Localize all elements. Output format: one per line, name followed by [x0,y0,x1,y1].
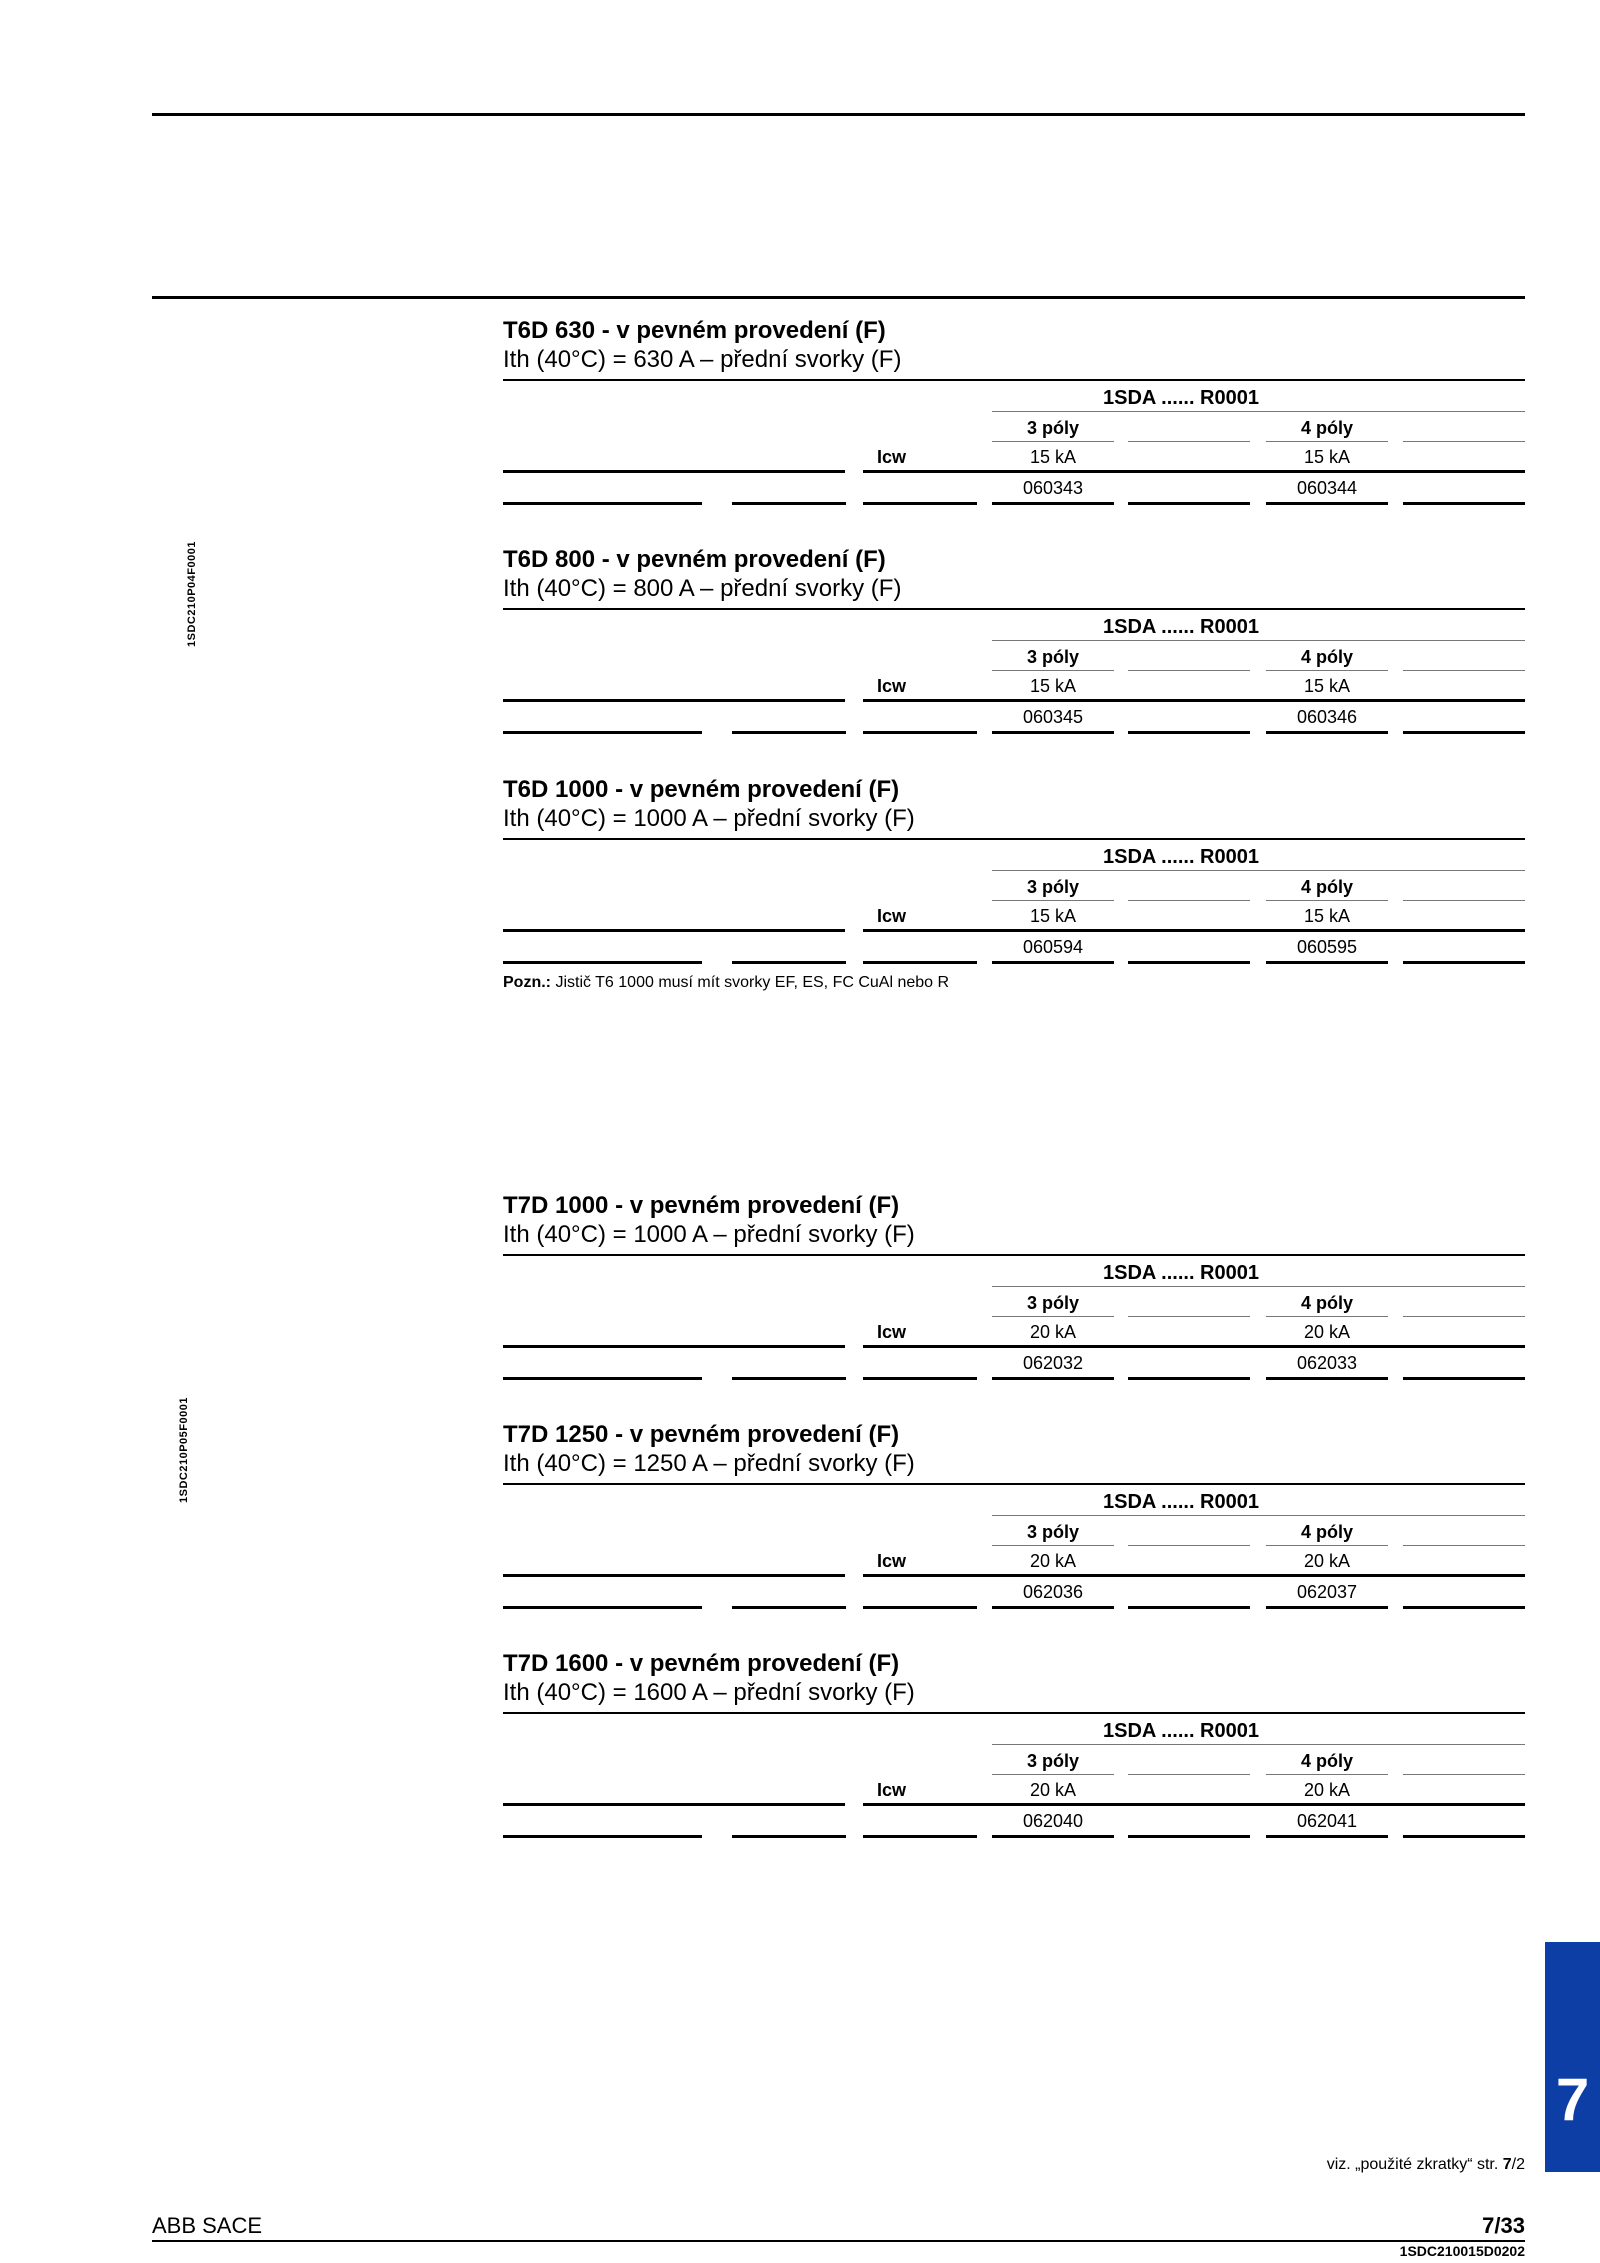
note-text: Jistič T6 1000 musí mít svorky EF, ES, FC CuAl nebo R [551,974,950,991]
icw-label: Icw [877,906,907,926]
product-title: T7D 1250 - v pevném provedení (F) [503,1421,900,1448]
order-code-3p: 060343 [1022,478,1084,498]
divider [1266,900,1388,901]
bottom-rule [863,1606,977,1609]
order-code-4p: 060595 [1296,937,1358,957]
divider [1266,1545,1388,1546]
abbreviation-reference [1327,2156,1525,2174]
order-code-4p: 060344 [1296,478,1358,498]
bottom-rule [1128,1377,1250,1380]
divider [992,900,1114,901]
product-subtitle: Ith (40°C) = 1000 A – přední svorky (F) [503,805,915,832]
bottom-rule [732,1377,846,1380]
icw-label: Icw [877,1780,907,1800]
bottom-rule [1266,1606,1388,1609]
icw-value-3p: 15 kA [1029,906,1077,926]
divider [1403,1545,1525,1546]
bottom-rule [1128,1606,1250,1609]
icw-value-4p: 15 kA [1303,676,1351,696]
divider [1128,900,1250,901]
bottom-rule [503,961,702,964]
row-rule [503,929,845,932]
divider [1266,670,1388,671]
row-rule [503,470,845,473]
poles-4-label: 4 póly [1300,647,1353,667]
reference-page: 7 [1502,2156,1512,2173]
bottom-rule [503,731,702,734]
bottom-rule [1266,731,1388,734]
code-prefix: 1SDA ...... R0001 [1103,1720,1259,1742]
bottom-rule [1403,1377,1525,1380]
divider [1128,1774,1250,1775]
row-rule [503,1345,845,1348]
bottom-rule [1403,961,1525,964]
icw-value-4p: 20 kA [1303,1322,1351,1342]
row-rule [863,470,1525,473]
bottom-rule [1128,961,1250,964]
bottom-rule [863,1377,977,1380]
poles-3-label: 3 póly [1026,1293,1079,1313]
header-rule [503,1712,1525,1714]
product-title: T6D 800 - v pevném provedení (F) [503,546,886,573]
row-rule [863,1574,1525,1577]
bottom-rule [732,961,846,964]
row-rule [863,1345,1525,1348]
divider [1128,1316,1250,1317]
product-subtitle: Ith (40°C) = 1250 A – přední svorky (F) [503,1450,915,1477]
bottom-rule [503,1606,702,1609]
divider [992,640,1525,641]
order-code-3p: 062040 [1022,1811,1084,1831]
divider [992,1286,1525,1287]
poles-3-label: 3 póly [1026,1751,1079,1771]
order-code-3p: 060594 [1022,937,1084,957]
row-rule [863,699,1525,702]
product-subtitle: Ith (40°C) = 630 A – přední svorky (F) [503,346,902,373]
icw-value-3p: 20 kA [1029,1322,1077,1342]
product-title: T7D 1600 - v pevném provedení (F) [503,1650,900,1677]
icw-label: Icw [877,1322,907,1342]
divider [1266,1316,1388,1317]
document-code: 1SDC210015D0202 [1399,2243,1525,2259]
bottom-rule [1403,502,1525,505]
row-rule [503,1574,845,1577]
icw-value-3p: 20 kA [1029,1551,1077,1571]
bottom-rule [503,1835,702,1838]
bottom-rule [1266,961,1388,964]
header-rule [503,1483,1525,1485]
bottom-rule [732,1835,846,1838]
code-prefix: 1SDA ...... R0001 [1103,1262,1259,1284]
header-rule [503,1254,1525,1256]
section-rule [152,296,1525,299]
poles-3-label: 3 póly [1026,1522,1079,1542]
product-title: T7D 1000 - v pevném provedení (F) [503,1192,900,1219]
code-prefix: 1SDA ...... R0001 [1103,616,1259,638]
product-title: T6D 630 - v pevném provedení (F) [503,317,886,344]
reference-suffix: /2 [1511,2156,1525,2173]
divider [1403,670,1525,671]
divider [992,1545,1114,1546]
bottom-rule [863,1835,977,1838]
poles-4-label: 4 póly [1300,1522,1353,1542]
divider [992,411,1525,412]
note [503,974,949,992]
company-name: ABB SACE [152,2213,263,2238]
row-rule [503,1803,845,1806]
product-subtitle: Ith (40°C) = 800 A – přední svorky (F) [503,575,902,602]
icw-label: Icw [877,676,907,696]
icw-value-4p: 20 kA [1303,1780,1351,1800]
product-table-5 [503,1421,1525,1602]
note-label: Pozn.: [503,974,551,991]
code-prefix: 1SDA ...... R0001 [1103,846,1259,868]
side-label-figure-1: 1SDC210P04F0001 [186,541,198,647]
bottom-rule [1266,502,1388,505]
poles-4-label: 4 póly [1300,1751,1353,1771]
bottom-rule [1266,1835,1388,1838]
bottom-rule [732,1606,846,1609]
order-code-3p: 062036 [1022,1582,1084,1602]
product-subtitle: Ith (40°C) = 1000 A – přední svorky (F) [503,1221,915,1248]
row-rule [863,1803,1525,1806]
divider [992,1515,1525,1516]
icw-label: Icw [877,447,907,467]
product-table-6 [503,1650,1525,1831]
row-rule [503,699,845,702]
code-prefix: 1SDA ...... R0001 [1103,387,1259,409]
page-number: 7/33 [1482,2213,1525,2238]
product-table-2 [503,546,1525,727]
bottom-rule [863,502,977,505]
product-table-3 [503,776,1525,957]
bottom-rule [503,1377,702,1380]
divider [1266,441,1388,442]
bottom-rule [1266,1377,1388,1380]
icw-value-3p: 15 kA [1029,447,1077,467]
order-code-4p: 062033 [1296,1353,1358,1373]
poles-4-label: 4 póly [1300,1293,1353,1313]
top-rule [152,113,1525,116]
chapter-tab [1545,1942,1600,2172]
row-rule [863,929,1525,932]
product-subtitle: Ith (40°C) = 1600 A – přední svorky (F) [503,1679,915,1706]
order-code-3p: 062032 [1022,1353,1084,1373]
order-code-4p: 062041 [1296,1811,1358,1831]
bottom-rule [1128,1835,1250,1838]
divider [1128,670,1250,671]
bottom-rule [863,961,977,964]
bottom-rule [992,1377,1114,1380]
footer-rule [152,2240,1525,2242]
poles-4-label: 4 póly [1300,877,1353,897]
bottom-rule [1403,1835,1525,1838]
divider [1128,441,1250,442]
header-rule [503,608,1525,610]
order-code-3p: 060345 [1022,707,1084,727]
product-table-4 [503,1192,1525,1373]
order-code-4p: 060346 [1296,707,1358,727]
bottom-rule [1128,731,1250,734]
bottom-rule [992,961,1114,964]
icw-value-4p: 20 kA [1303,1551,1351,1571]
divider [992,1316,1114,1317]
bottom-rule [992,1835,1114,1838]
bottom-rule [992,502,1114,505]
icw-value-3p: 15 kA [1029,676,1077,696]
header-rule [503,838,1525,840]
divider [1403,1774,1525,1775]
header-rule [503,379,1525,381]
side-label-figure-2: 1SDC210P05F0001 [178,1397,190,1503]
bottom-rule [863,731,977,734]
divider [992,1774,1114,1775]
icw-label: Icw [877,1551,907,1571]
bottom-rule [732,731,846,734]
poles-3-label: 3 póly [1026,647,1079,667]
divider [1403,900,1525,901]
icw-value-4p: 15 kA [1303,906,1351,926]
bottom-rule [732,502,846,505]
divider [992,441,1114,442]
product-table-1 [503,317,1525,498]
poles-3-label: 3 póly [1026,418,1079,438]
reference-text: viz. „použité zkratky“ str. [1326,2156,1503,2173]
product-title: T6D 1000 - v pevném provedení (F) [503,776,900,803]
divider [992,870,1525,871]
divider [1266,1774,1388,1775]
divider [1403,441,1525,442]
icw-value-4p: 15 kA [1303,447,1351,467]
icw-value-3p: 20 kA [1029,1780,1077,1800]
bottom-rule [1403,1606,1525,1609]
bottom-rule [1403,731,1525,734]
order-code-4p: 062037 [1296,1582,1358,1602]
divider [1128,1545,1250,1546]
poles-3-label: 3 póly [1026,877,1079,897]
divider [992,1744,1525,1745]
divider [1403,1316,1525,1317]
chapter-number: 7 [1555,2066,1590,2133]
divider [992,670,1114,671]
code-prefix: 1SDA ...... R0001 [1103,1491,1259,1513]
poles-4-label: 4 póly [1300,418,1353,438]
bottom-rule [503,502,702,505]
bottom-rule [992,731,1114,734]
bottom-rule [1128,502,1250,505]
bottom-rule [992,1606,1114,1609]
